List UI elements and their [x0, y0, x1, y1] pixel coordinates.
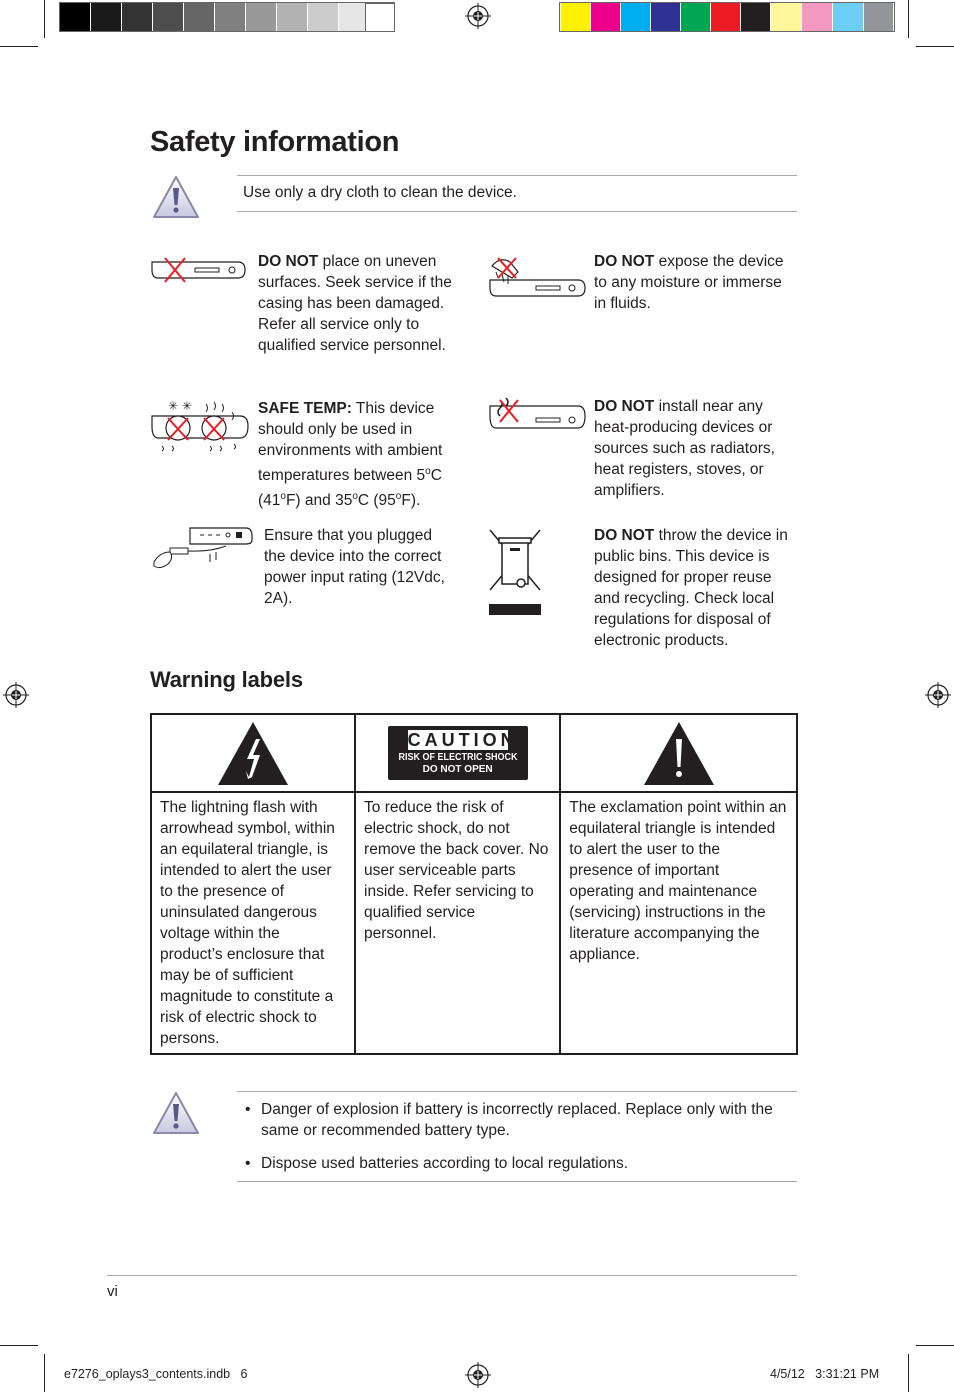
crop-mark: [908, 1354, 909, 1392]
power-input-text: Ensure that you plugged the device into the correct power input rating (12Vdc, 2A).: [264, 527, 445, 607]
caution-word: CAUTION: [407, 730, 518, 750]
do-not-label: DO NOT: [594, 398, 655, 415]
exclamation-triangle-icon: [642, 719, 716, 787]
caution-description-cell: [355, 792, 560, 1054]
lightning-description: The lightning flash with arrowhead symbol, within an equilateral triangle, is intended to alert the user to the presence of uninsulated dangerous voltage within the product’s enclosure that may be of sufficient magnitude to constitute a risk of electric shock to persons.: [160, 799, 335, 1047]
crop-mark: [916, 1345, 954, 1346]
caution-sign: [388, 726, 528, 780]
moisture-warning-body: expose the device to any moisture or immerse in fluids.: [594, 253, 784, 312]
caution-line-3: DO NOT OPEN: [422, 764, 493, 775]
registration-mark-icon: [465, 1362, 491, 1388]
degree-sign: o: [395, 491, 402, 503]
lightning-description-cell: [151, 792, 355, 1054]
power-plug-icon: [150, 522, 254, 572]
color-bar-frame: [559, 2, 895, 32]
crop-mark: [916, 46, 954, 47]
file-info: e7276_oplays3_contents.indb 6: [64, 1367, 248, 1381]
temperature-crossed-icon: [150, 396, 250, 452]
registration-mark-icon: [3, 682, 29, 708]
degree-sign: o: [425, 466, 431, 477]
crop-mark: [908, 0, 909, 38]
temp-text-part: This device should only be used in environments with ambient temperatures between 5: [258, 400, 443, 485]
caution-triangle-icon: [152, 174, 200, 220]
device-flat-crossed-icon: [150, 252, 246, 288]
crossed-wheelie-bin-icon: [486, 528, 544, 618]
battery-bullet-text: Dispose used batteries according to local regulations.: [261, 1155, 629, 1172]
divider: [237, 175, 797, 176]
lightning-triangle-icon: [216, 719, 290, 787]
clean-note: Use only a dry cloth to clean the device.: [243, 184, 517, 201]
lightning-symbol-cell: [151, 714, 355, 792]
crop-mark: [0, 1345, 38, 1346]
device-heat-crossed-icon: [486, 394, 586, 436]
safe-temp-text: [258, 398, 458, 511]
divider: [237, 211, 797, 212]
surface-warning-text: [258, 251, 463, 356]
moisture-warning-text: [594, 251, 794, 314]
registration-mark-icon: [465, 3, 491, 29]
do-not-label: DO NOT: [258, 253, 319, 270]
do-not-label: DO NOT: [594, 253, 655, 270]
warning-labels-table: [150, 713, 798, 1055]
gray-bar-frame: [59, 2, 395, 32]
crop-mark: [44, 0, 45, 38]
exclamation-description-cell: [560, 792, 797, 1054]
safe-temp-label: SAFE TEMP:: [258, 400, 352, 417]
temp-text-part: C (95: [357, 492, 396, 510]
svg-text:✳ ✳: ✳ ✳: [168, 399, 192, 413]
registration-mark-icon: [925, 682, 951, 708]
degree-sign: o: [280, 491, 286, 503]
divider: [237, 1091, 797, 1092]
divider: [237, 1181, 797, 1182]
caution-line-2: RISK OF ELECTRIC SHOCK: [398, 752, 518, 763]
print-timestamp: 4/5/12 3:31:21 PM: [770, 1367, 880, 1381]
caution-sign-cell: [355, 714, 560, 792]
bins-warning-text: [594, 525, 794, 651]
do-not-label: DO NOT: [594, 527, 655, 544]
degree-sign: o: [352, 491, 358, 503]
caution-triangle-icon: [152, 1090, 200, 1136]
page-number: vi: [107, 1283, 118, 1300]
heat-warning-text: [594, 396, 794, 501]
bullet-mark: •: [245, 1155, 251, 1172]
crop-mark: [0, 46, 38, 47]
page-title: Safety information: [150, 126, 400, 158]
battery-bullet-text: Danger of explosion if battery is incorrectly replaced. Replace only with the same or recommended battery type.: [261, 1101, 773, 1139]
device-water-crossed-icon: [486, 252, 586, 304]
surface-warning-body: place on uneven surfaces. Seek service if the casing has been damaged. Refer all service only to qualified service personnel.: [258, 253, 452, 354]
temp-text-part: F) and 35: [285, 492, 353, 510]
exclamation-description: The exclamation point within an equilateral triangle is intended to alert the user to the presence of important operating and maintenance (servicing) instructions in the literature accompanying the appliance.: [569, 799, 787, 963]
caution-description: To reduce the risk of electric shock, do not remove the back cover. No user serviceable parts inside. Refer servicing to qualified service personnel.: [364, 799, 549, 942]
crop-mark: [44, 1354, 45, 1392]
heat-warning-body: install near any heat-producing devices or sources such as radiators, heat registers, stoves, or amplifiers.: [594, 398, 775, 499]
footer-rule: [107, 1275, 797, 1276]
temp-text-part: C (41: [258, 467, 442, 510]
temp-text-part: F).: [401, 492, 421, 510]
bullet-mark: •: [245, 1101, 251, 1118]
warning-labels-heading: Warning labels: [150, 667, 303, 692]
bins-warning-body: throw the device in public bins. This device is designed for proper reuse and recycling. Check local regulations for disposal of electronic products.: [594, 527, 788, 649]
exclamation-symbol-cell: [560, 714, 797, 792]
